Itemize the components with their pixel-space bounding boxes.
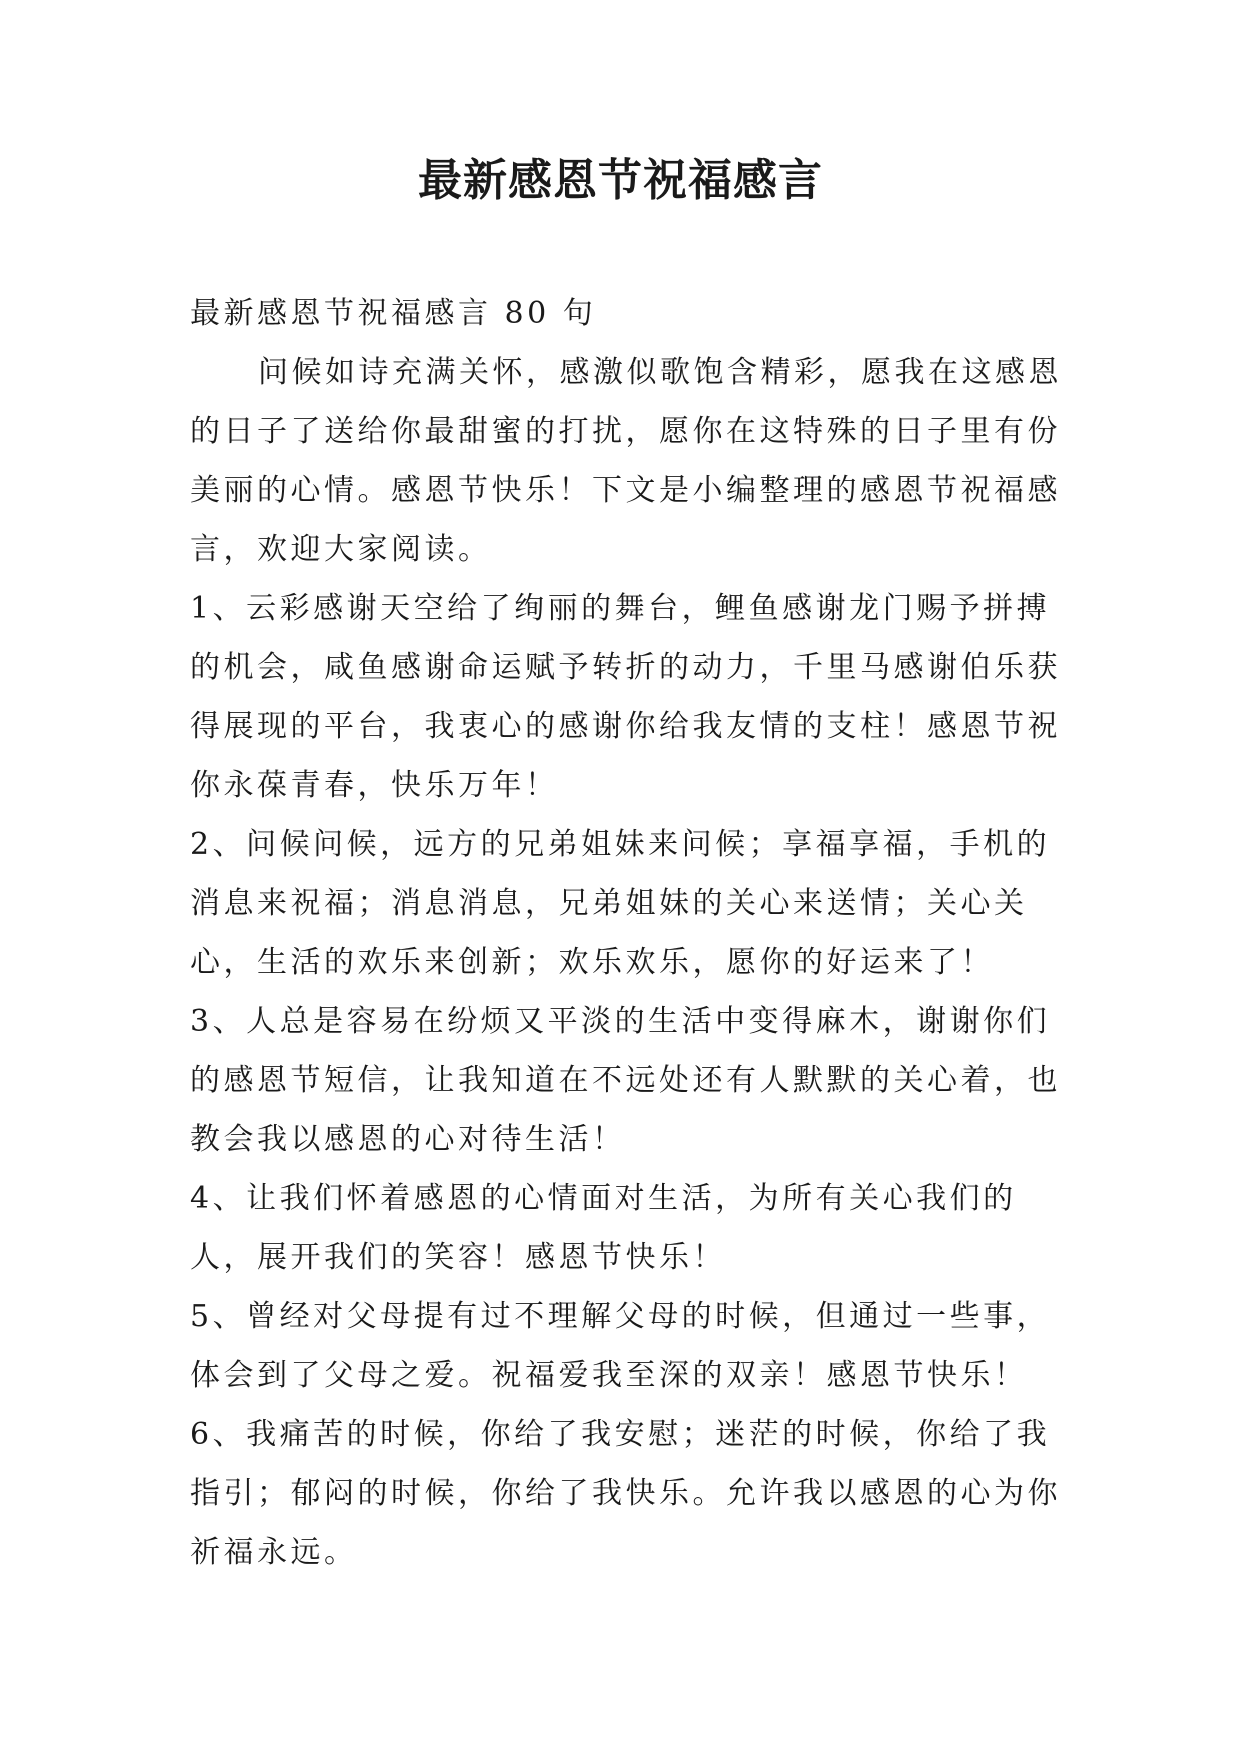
intro-paragraph: 问候如诗充满关怀，感激似歌饱含精彩，愿我在这感恩的日子了送给你最甜蜜的打扰，愿你在这特殊的日子里有份美丽的心情。感恩节快乐！下文是小编整理的感恩节祝福感言，欢迎大家阅读。 — [190, 355, 1062, 567]
document-body — [190, 284, 1070, 1582]
list-item: 5、曾经对父母提有过不理解父母的时候，但通过一些事，体会到了父母之爱。祝福爱我至深的双亲！感恩节快乐！ — [190, 1299, 1051, 1393]
list-item: 2、问候问候，远方的兄弟姐妹来问候；享福享福，手机的消息来祝福；消息消息，兄弟姐妹的关心来送情；关心关心，生活的欢乐来创新；欢乐欢乐，愿你的好运来了！ — [190, 827, 1051, 980]
document-subtitle: 最新感恩节祝福感言 80 句 — [190, 296, 597, 331]
list-item: 3、人总是容易在纷烦又平淡的生活中变得麻木，谢谢你们的感恩节短信，让我知道在不远处还有人默默的关心着，也教会我以感恩的心对待生活！ — [190, 1004, 1061, 1157]
list-item: 6、我痛苦的时候，你给了我安慰；迷茫的时候，你给了我指引；郁闷的时候，你给了我快乐。允许我以感恩的心为你祈福永远。 — [190, 1417, 1061, 1570]
document-title: 最新感恩节祝福感言 — [418, 155, 823, 206]
list-item: 1、云彩感谢天空给了绚丽的舞台，鲤鱼感谢龙门赐予拼搏的机会，咸鱼感谢命运赋予转折的动力，千里马感谢伯乐获得展现的平台，我衷心的感谢你给我友情的支柱！感恩节祝你永葆青春，快乐万年！ — [190, 591, 1061, 803]
list-item: 4、让我们怀着感恩的心情面对生活，为所有关心我们的人，展开我们的笑容！感恩节快乐！ — [190, 1181, 1017, 1275]
